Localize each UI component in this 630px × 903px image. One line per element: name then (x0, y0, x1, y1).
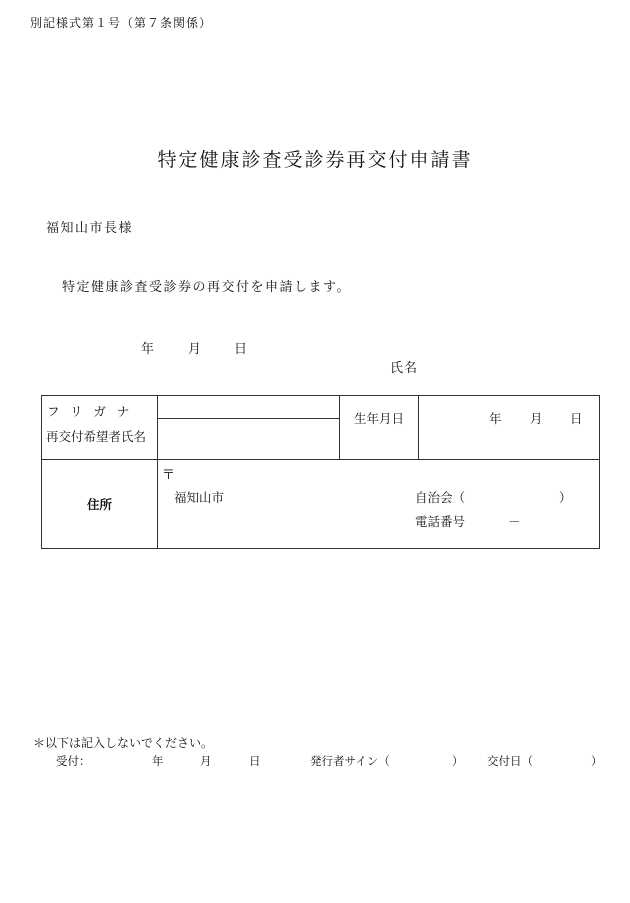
phone-dash: － (508, 514, 521, 529)
office-use-note: ＊以下は記入しないでください。 (33, 736, 214, 750)
date-month-label: 月 (188, 342, 202, 357)
address-label: 住所 (86, 497, 112, 512)
name-label-cell (42, 419, 158, 460)
document-title: 特定健康診査受診券再交付申請書 (157, 149, 473, 171)
application-form-table (41, 395, 600, 549)
applicant-name-input-cell[interactable] (158, 419, 340, 460)
address-label-cell (42, 460, 158, 549)
issuer-sign-close: ） (452, 754, 464, 768)
community-close: ） (559, 490, 572, 505)
furigana-label-cell (42, 396, 158, 419)
signature-label: 氏名 (390, 361, 419, 376)
applicant-name-label: 再交付希望者氏名 (46, 428, 147, 444)
dob-year-label: 年 (489, 411, 502, 426)
furigana-label: フリガナ (47, 404, 141, 419)
dob-label-cell (340, 396, 419, 460)
community-label: 自治会（ (415, 490, 466, 505)
received-label: 受付： (56, 754, 91, 768)
application-statement: 特定健康診査受診券の再交付を申請します。 (62, 280, 351, 295)
received-day-label: 日 (249, 754, 261, 768)
postal-mark: 〒 (162, 468, 176, 483)
date-day-label: 日 (234, 342, 248, 357)
form-number-note: 別記様式第１号（第７条関係） (30, 16, 213, 30)
issuer-sign-label: 発行者サイン（ (310, 754, 390, 768)
dob-month-label: 月 (530, 411, 543, 426)
dob-day-label: 日 (570, 411, 583, 426)
furigana-input-cell[interactable] (158, 396, 340, 419)
dob-label: 生年月日 (353, 411, 404, 426)
issue-date-close: ） (591, 754, 603, 768)
date-year-label: 年 (141, 342, 155, 357)
received-month-label: 月 (200, 754, 212, 768)
addressee: 福知山市長様 (46, 221, 134, 236)
phone-label: 電話番号 (415, 514, 466, 529)
address-input-cell[interactable] (158, 460, 600, 549)
received-year-label: 年 (152, 754, 164, 768)
dob-input-cell[interactable] (419, 396, 600, 460)
issue-date-label: 交付日（ (487, 754, 533, 768)
address-city: 福知山市 (174, 490, 225, 505)
